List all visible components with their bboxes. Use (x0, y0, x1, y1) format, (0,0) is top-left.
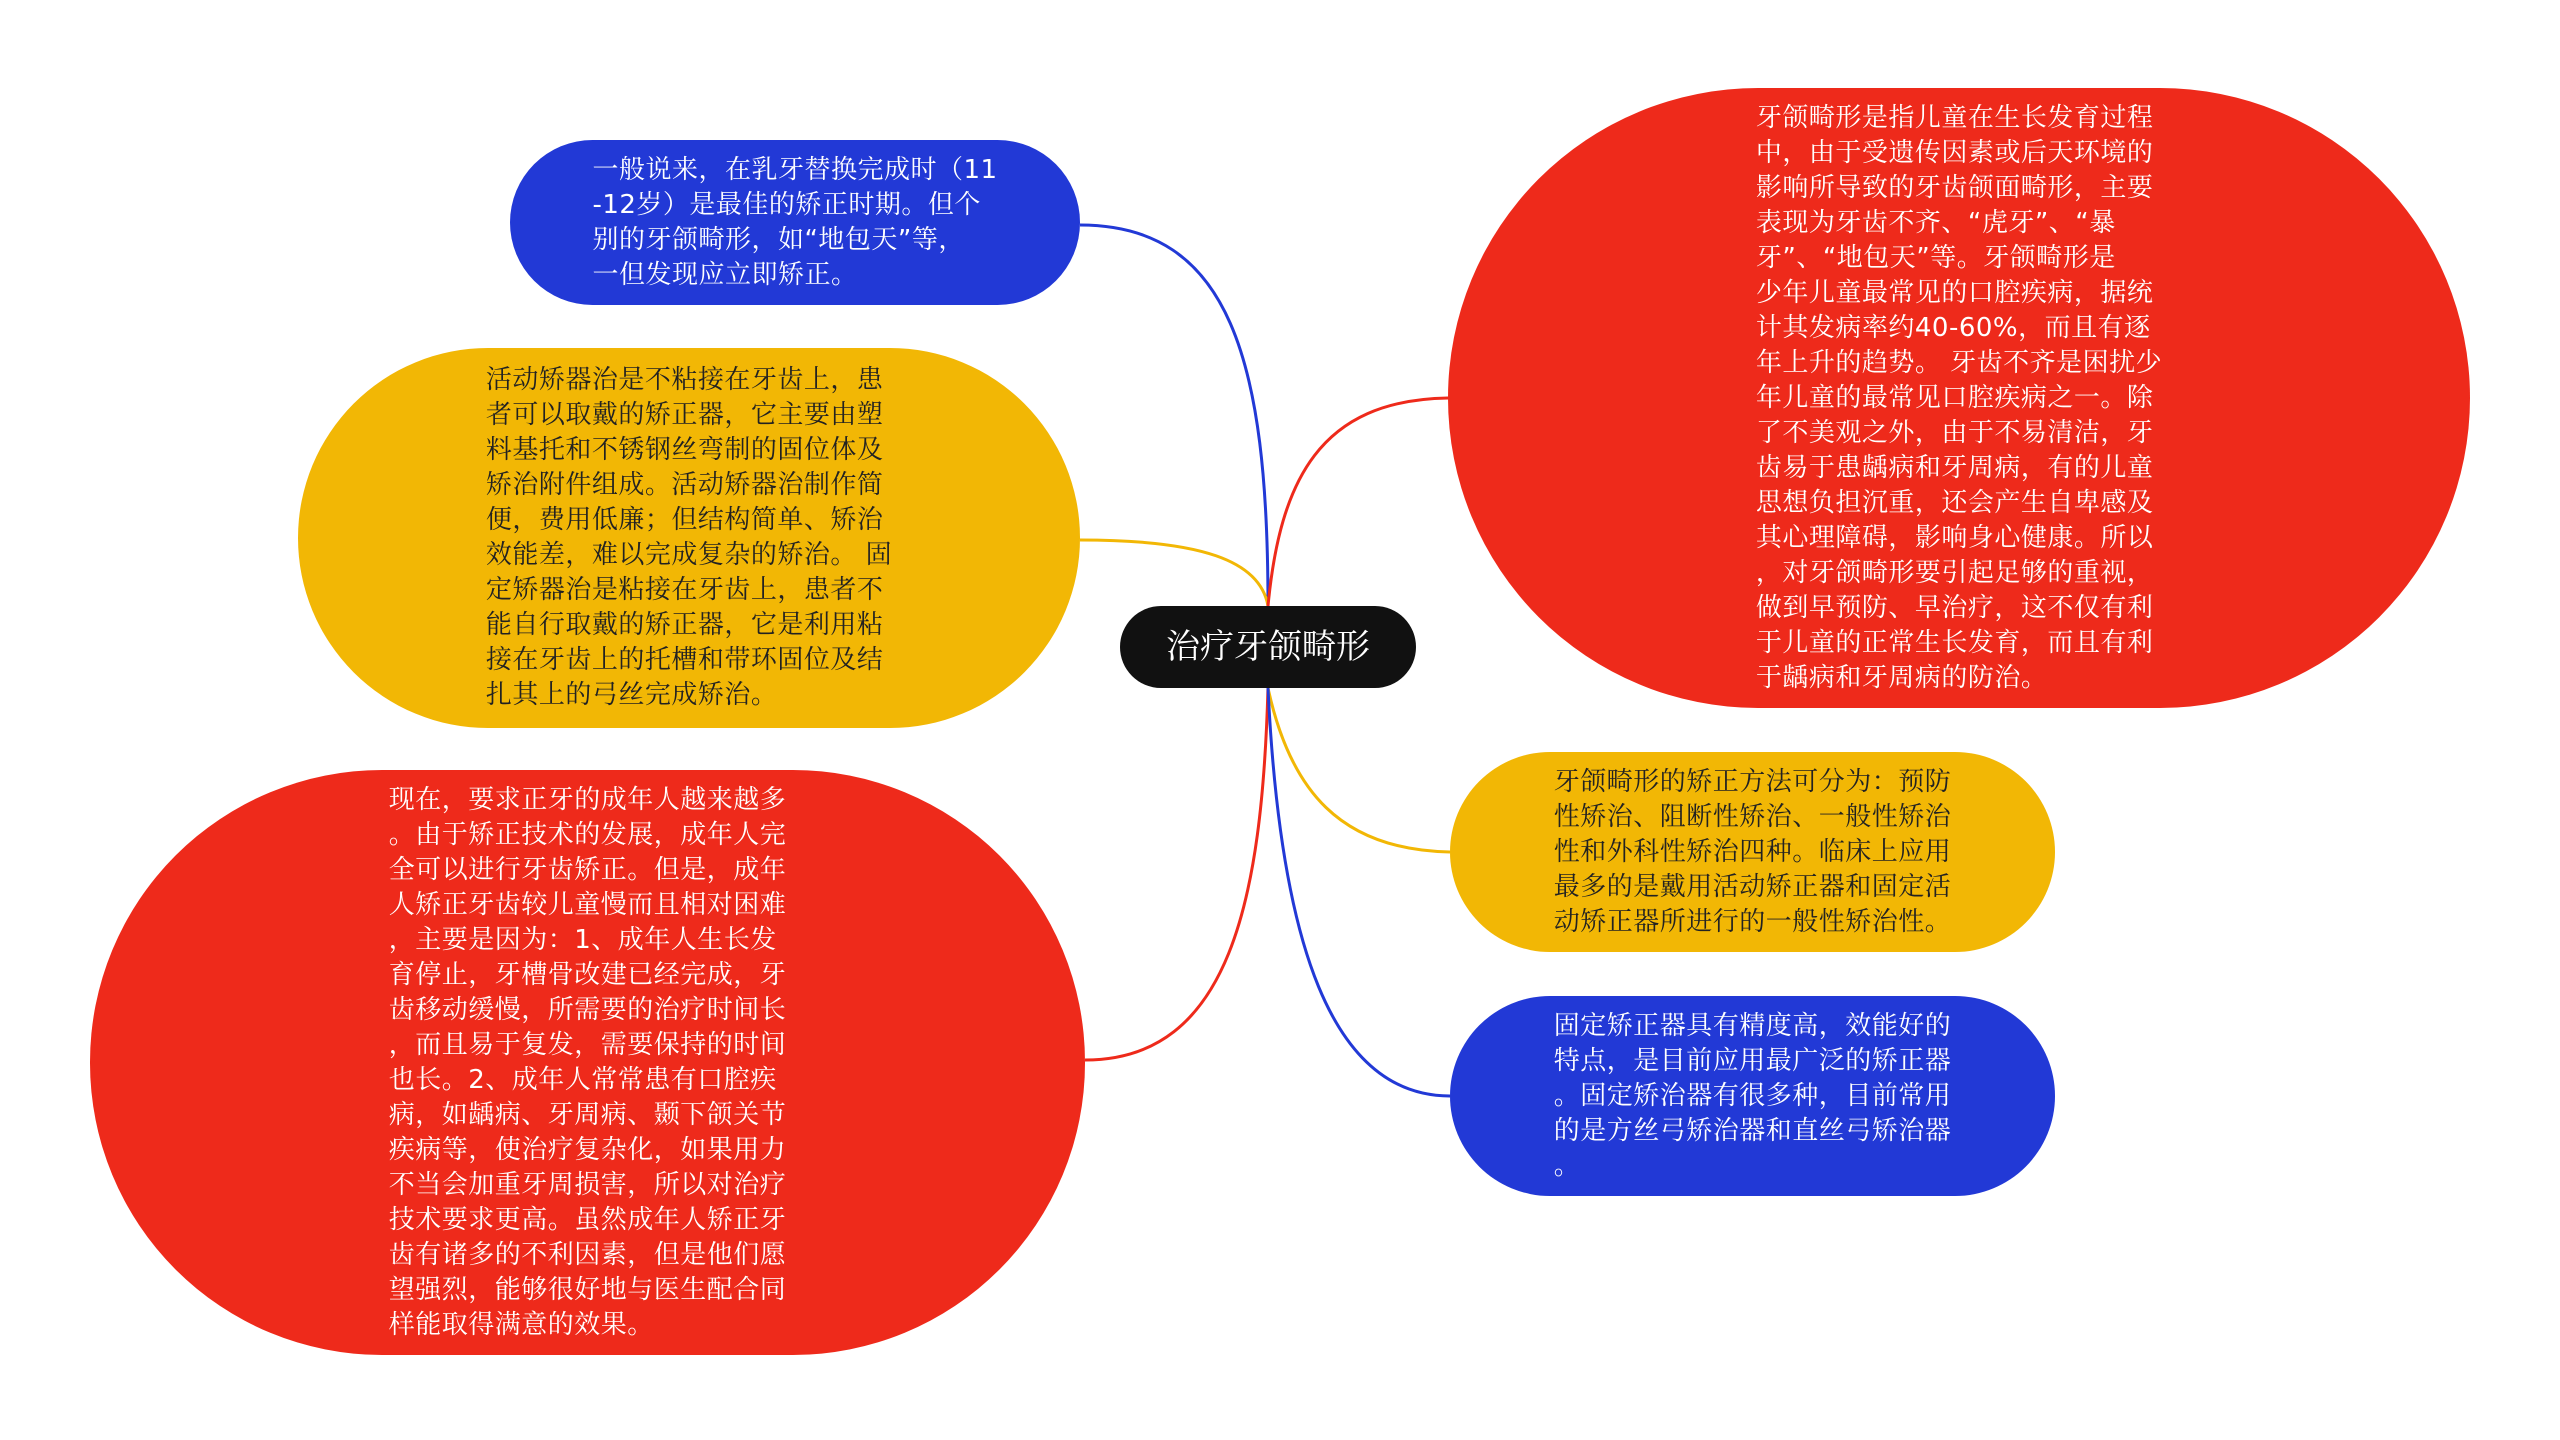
node-top-left-text: 一般说来，在乳牙替换完成时（11 -12岁）是最佳的矫正时期。但个 别的牙颌畸形，如“地包天”等， 一但发现应立即矫正。 (592, 154, 998, 290)
node-top-right-text: 牙颌畸形是指儿童在生长发育过程 中，由于受遗传因素或后天环境的 影响所导致的牙齿颌面畸形，主要 表现为牙齿不齐、“虎牙”、“暴 牙”、“地包天”等。牙颌畸形是 少年儿童最常见的口腔疾病，据统 计其发病率约40-60%，而且有逐 年上升的趋势。 牙齿不齐是困扰少 年儿童的最常见口腔疾病之一。除 了不美观之外，由于不易清洁，牙 齿易于患龋病和牙周病，有的儿童 思想负担沉重，还会产生自卑感及 其心理障碍，影响身心健康。所以 ，对牙颌畸形要引起足够的重视， 做到早预防、早治疗，这不仅有利 于儿童的正常生长发育，而且有利 于龋病和牙周病的防治。 (1755, 102, 2163, 693)
node-mid-left-text: 活动矫器治是不粘接在牙齿上，患 者可以取戴的矫正器，它主要由塑 料基托和不锈钢丝弯制的固位体及 矫治附件组成。活动矫器治制作简 便，费用低廉；但结构简单、矫治 效能差，难以完成复杂的矫治。 固 定矫器治是粘接在牙齿上，患者不 能自行取戴的矫正器，它是利用粘 接在牙齿上的托槽和带环固位及结 扎其上的弓丝完成矫治。 (485, 365, 893, 710)
link-bottom-right (1268, 688, 1450, 1096)
link-mid-right (1268, 688, 1450, 852)
node-bottom-right[interactable] (1450, 996, 2055, 1196)
link-bottom-left (1085, 688, 1268, 1060)
link-top-right (1268, 398, 1448, 606)
link-top-left (1080, 225, 1268, 606)
node-bottom-left[interactable] (90, 770, 1085, 1355)
node-bottom-left-text: 现在，要求正牙的成年人越来越多 。由于矫正技术的发展，成年人完 全可以进行牙齿矫正。但是，成年 人矫正牙齿较儿童慢而且相对困难 ，主要是因为：1、成年人生长发 育停止，牙槽骨改建已经完成，牙 齿移动缓慢，所需要的治疗时间长 ，而且易于复发，需要保持的时间 也长。2、成年人常常患有口腔疾 病，如龋病、牙周病、颞下颌关节 疾病等，使治疗复杂化，如果用力 不当会加重牙周损害，所以对治疗 技术要求更高。虽然成年人矫正牙 齿有诸多的不利因素，但是他们愿 望强烈，能够很好地与医生配合同 样能取得满意的效果。 (388, 784, 787, 1340)
central-topic-text: 治疗牙颌畸形 (1166, 627, 1370, 667)
node-mid-right[interactable] (1450, 752, 2055, 952)
link-mid-left (1080, 540, 1268, 606)
node-top-right[interactable] (1448, 88, 2470, 708)
node-bottom-right-text: 固定矫正器具有精度高，效能好的 特点，是目前应用最广泛的矫正器 。固定矫治器有很多种，目前常用 的是方丝弓矫治器和直丝弓矫治器 。 (1553, 1010, 1952, 1181)
node-top-left[interactable] (510, 140, 1080, 305)
node-mid-left[interactable] (298, 348, 1080, 728)
node-mid-right-text: 牙颌畸形的矫正方法可分为：预防 性矫治、阻断性矫治、一般性矫治 性和外科性矫治四种。临床上应用 最多的是戴用活动矫正器和固定活 动矫正器所进行的一般性矫治性。 (1553, 766, 1952, 937)
central-topic[interactable] (1120, 606, 1416, 688)
